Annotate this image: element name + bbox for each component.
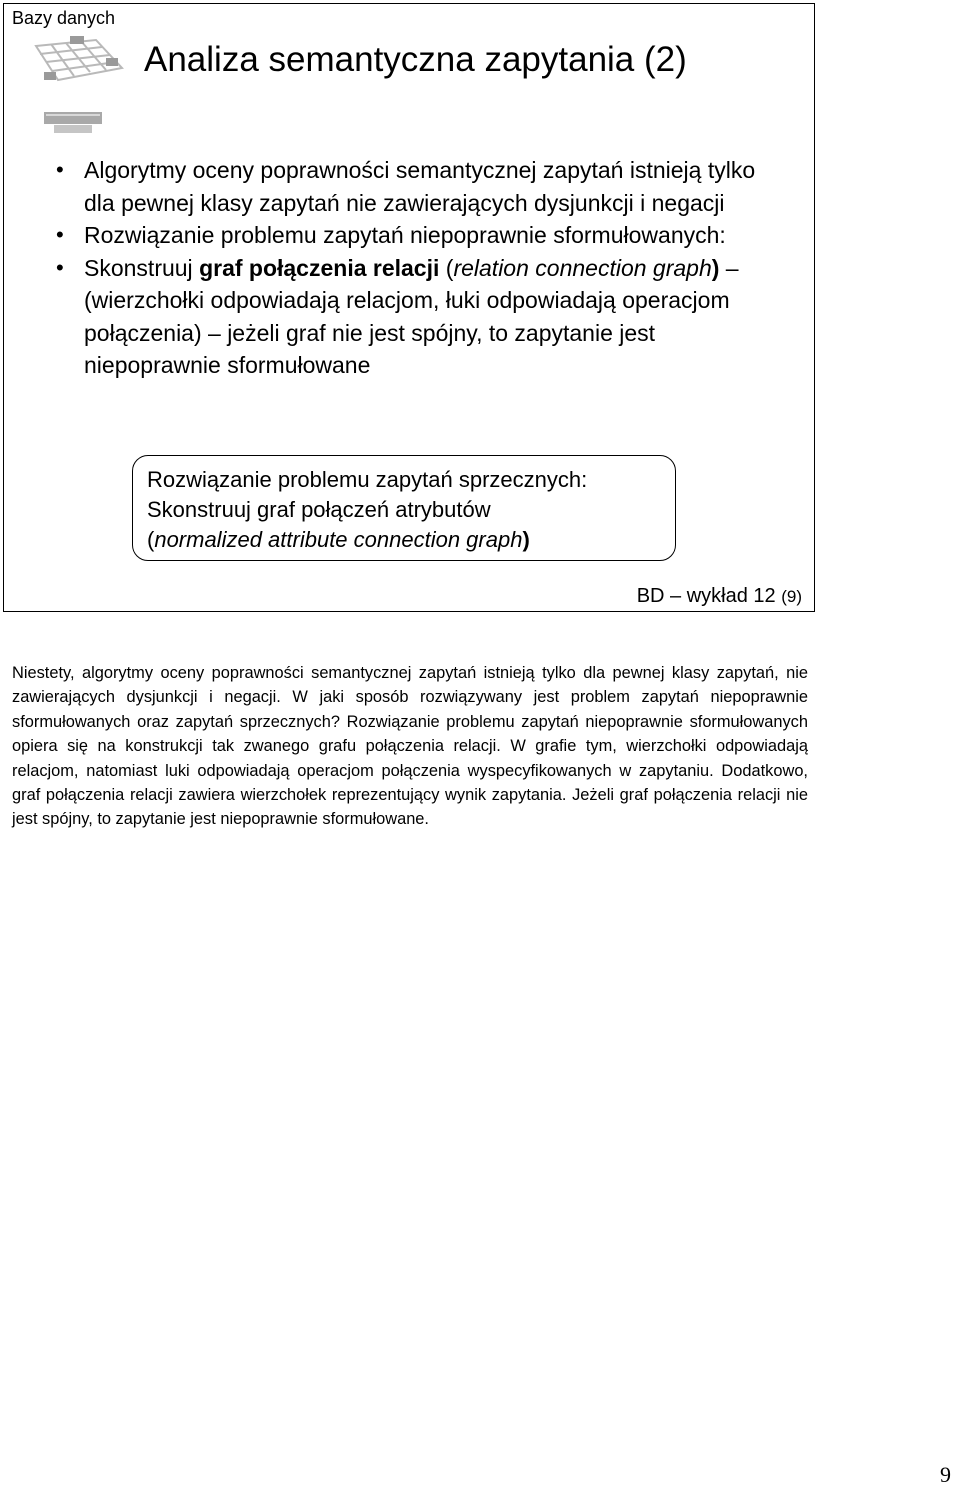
page-number: 9	[940, 1462, 951, 1487]
paren-close: )	[522, 527, 530, 552]
bullet-text: Rozwiązanie problemu zapytań niepoprawnie sformułowanych:	[84, 222, 726, 248]
callout-box	[132, 455, 676, 561]
bullet-text: – (wierzchołki odpowiadają relacjom, łuki odpowiadają operacjom połączenia) – jeżeli graf nie jest spójny, to zapytanie jest niepoprawnie sformułowane	[84, 254, 739, 378]
italic-term: normalized attribute connection graph	[154, 527, 523, 552]
callout-line	[147, 525, 661, 555]
bullet-list	[52, 154, 772, 382]
bullet-text: (	[439, 254, 454, 281]
bold-term: graf połączenia relacji	[199, 254, 440, 281]
slide-number: (9)	[781, 587, 802, 606]
slide-title: Analiza semantyczna zapytania (2)	[144, 40, 687, 79]
callout-line: Skonstruuj graf połączeń atrybutów	[147, 497, 491, 522]
bullet-text: Skonstruuj	[84, 254, 200, 281]
lecture-notes: Niestety, algorytmy oceny poprawności semantycznej zapytań istnieją tylko dla pewnej klasy zapytań, nie zawierających dysjunkcji i negacji. W jaki sposób rozwiązywany jest problem zapytań niepoprawnie sformułowanych oraz zapytań sprzecznych? Rozwiązanie problemu zapytań niepoprawnie sformułowanych opiera się na konstrukcji tak zwanego grafu połączenia relacji. W grafie tym, wierzchołki odpowiadają relacjom, natomiast luki odpowiadają operacjom połączenia wyspecyfikowanych w zapytaniu. Dodatkowo, graf połączenia relacji zawiera wierzchołek reprezentujący wynik zapytania. Jeżeli graf połączenia relacji nie jest spójny, to zapytanie jest niepoprawnie sformułowane.	[12, 664, 808, 829]
bullet-item	[52, 252, 772, 382]
bullet-item	[52, 154, 772, 219]
bullet-text: Algorytmy oceny poprawności semantycznej zapytań istnieją tylko dla pewnej klasy zapytań nie zawierających dysjunkcji i negacji	[84, 157, 756, 216]
italic-term: relation connection graph	[453, 254, 712, 281]
slide-footer	[637, 585, 802, 608]
bold-paren: )	[711, 254, 720, 281]
lecture-label: BD – wykład 12	[636, 585, 776, 607]
paren-open: (	[147, 527, 155, 552]
course-label: Bazy danych	[12, 8, 116, 28]
callout-line: Rozwiązanie problemu zapytań sprzecznych:	[147, 467, 588, 492]
bullet-item	[52, 219, 772, 252]
slide-frame	[3, 3, 815, 612]
university-logo-icon	[22, 32, 142, 136]
